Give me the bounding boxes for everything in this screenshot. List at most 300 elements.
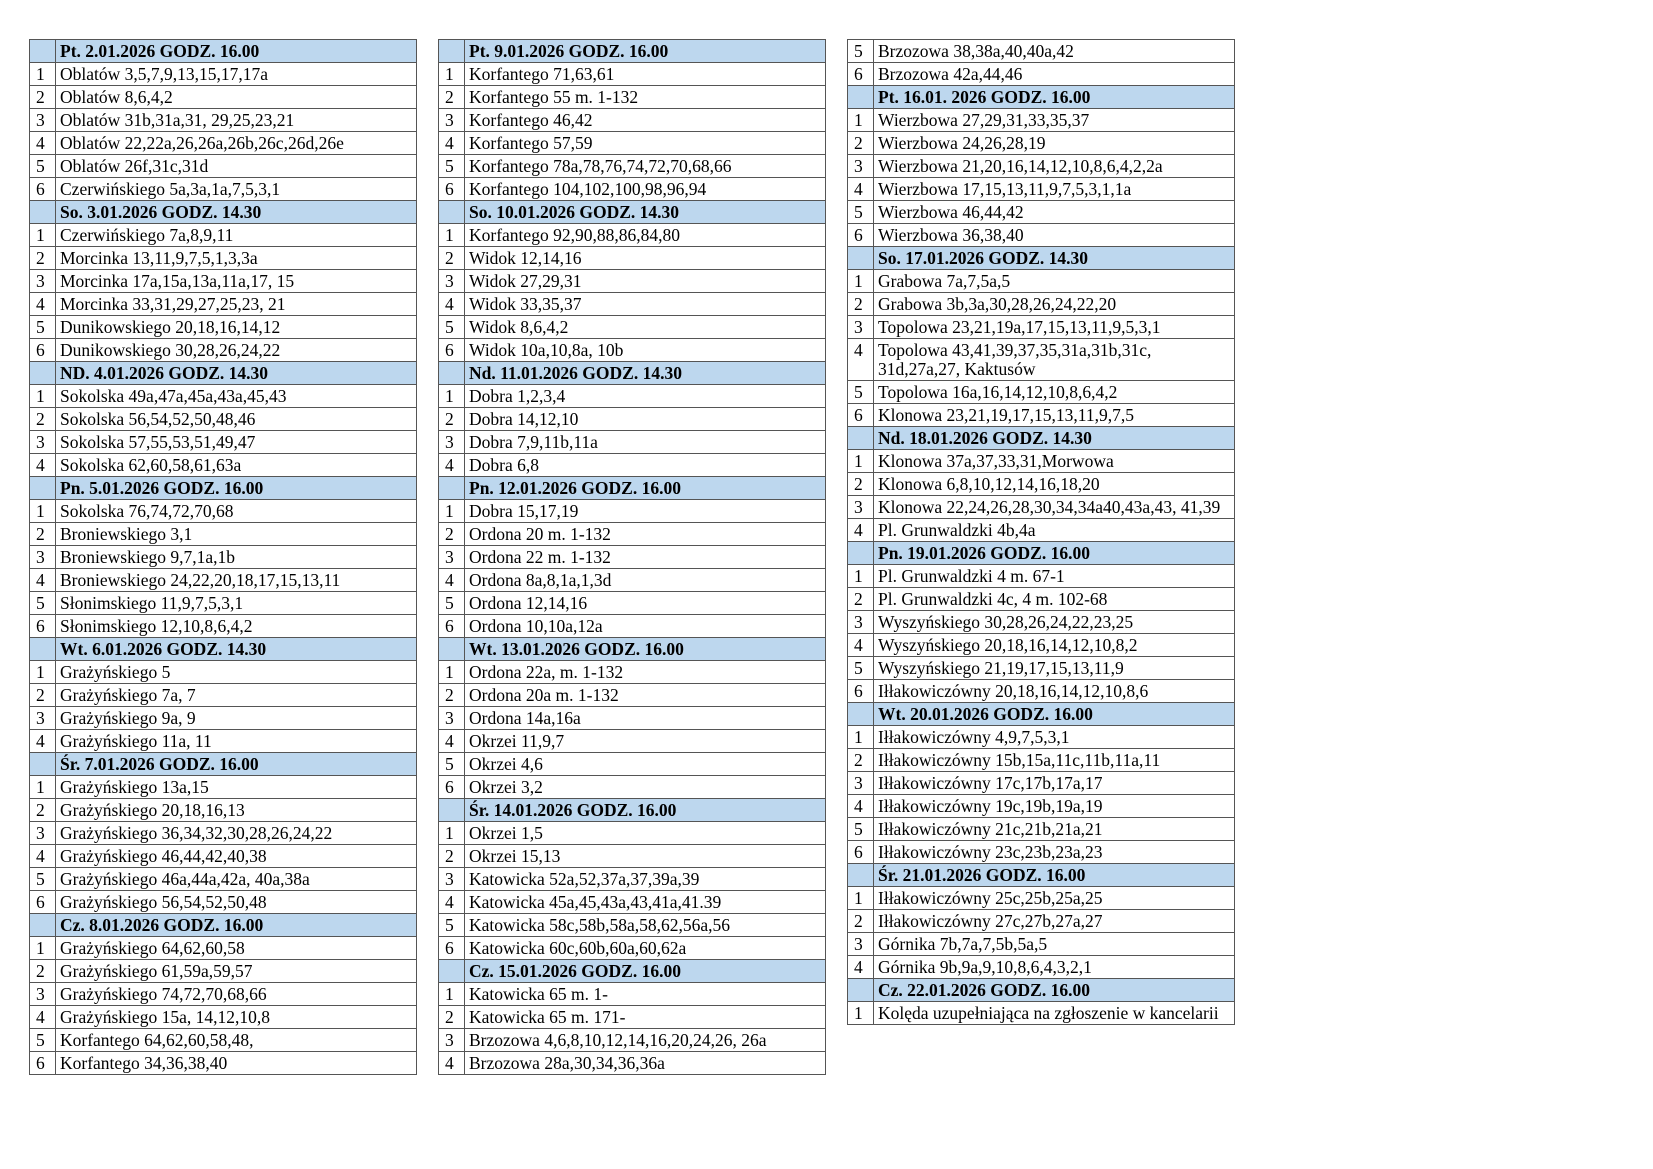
row-number: 1 — [439, 500, 465, 523]
row-number: 5 — [439, 914, 465, 937]
row-number: 1 — [30, 661, 56, 684]
row-number: 2 — [848, 473, 874, 496]
day-header-blank-cell — [439, 201, 465, 224]
row-number: 5 — [439, 316, 465, 339]
table-row — [30, 293, 417, 316]
address-cell: Widok 27,29,31 — [465, 270, 826, 293]
row-number: 3 — [30, 707, 56, 730]
table-row — [439, 707, 826, 730]
table-row — [30, 684, 417, 707]
table-row — [30, 316, 417, 339]
table-row — [439, 385, 826, 408]
address-cell: Czerwińskiego 7a,8,9,11 — [56, 224, 417, 247]
address-cell: Brzozowa 4,6,8,10,12,14,16,20,24,26, 26a — [465, 1029, 826, 1052]
row-number: 2 — [439, 408, 465, 431]
row-number: 5 — [439, 155, 465, 178]
address-cell: Oblatów 8,6,4,2 — [56, 86, 417, 109]
table-row — [848, 726, 1235, 749]
row-number: 6 — [848, 841, 874, 864]
row-number: 5 — [30, 868, 56, 891]
row-number: 2 — [848, 910, 874, 933]
row-number: 6 — [848, 680, 874, 703]
row-number: 2 — [30, 86, 56, 109]
row-number: 3 — [439, 707, 465, 730]
row-number: 5 — [30, 592, 56, 615]
day-header-blank-cell — [848, 864, 874, 887]
day-header: Wt. 6.01.2026 GODZ. 14.30 — [56, 638, 417, 661]
address-cell: Widok 12,14,16 — [465, 247, 826, 270]
day-header: Pn. 5.01.2026 GODZ. 16.00 — [56, 477, 417, 500]
row-number: 5 — [848, 201, 874, 224]
row-number: 4 — [439, 1052, 465, 1075]
table-row — [439, 247, 826, 270]
row-number: 4 — [848, 956, 874, 979]
address-cell: Okrzei 4,6 — [465, 753, 826, 776]
address-cell: Iłłakowiczówny 4,9,7,5,3,1 — [874, 726, 1235, 749]
row-number: 4 — [439, 730, 465, 753]
table-row — [848, 1002, 1235, 1025]
row-number: 6 — [30, 615, 56, 638]
address-cell: Katowicka 60c,60b,60a,60,62a — [465, 937, 826, 960]
day-header-row — [848, 247, 1235, 270]
table-row — [30, 960, 417, 983]
day-header-row — [848, 427, 1235, 450]
row-number: 1 — [848, 1002, 874, 1025]
table-row — [439, 937, 826, 960]
table-row — [439, 615, 826, 638]
address-cell: Katowicka 65 m. 171- — [465, 1006, 826, 1029]
table-row — [30, 247, 417, 270]
row-number: 6 — [439, 615, 465, 638]
day-header-blank-cell — [30, 914, 56, 937]
address-cell: Widok 10a,10,8a, 10b — [465, 339, 826, 362]
address-cell: Grażyńskiego 56,54,52,50,48 — [56, 891, 417, 914]
row-number: 1 — [848, 109, 874, 132]
day-header-blank-cell — [439, 799, 465, 822]
day-header: Pt. 2.01.2026 GODZ. 16.00 — [56, 40, 417, 63]
address-cell: Grażyńskiego 46,44,42,40,38 — [56, 845, 417, 868]
row-number: 4 — [848, 634, 874, 657]
address-cell: Ordona 14a,16a — [465, 707, 826, 730]
schedule-table — [438, 39, 826, 1075]
row-number: 6 — [439, 937, 465, 960]
row-number: 2 — [439, 247, 465, 270]
address-cell: Górnika 9b,9a,9,10,8,6,4,3,2,1 — [874, 956, 1235, 979]
day-header-blank-cell — [439, 477, 465, 500]
row-number: 5 — [30, 1029, 56, 1052]
table-row — [848, 450, 1235, 473]
address-cell: Ordona 10,10a,12a — [465, 615, 826, 638]
table-row — [848, 910, 1235, 933]
address-cell: Ordona 12,14,16 — [465, 592, 826, 615]
row-number: 1 — [30, 500, 56, 523]
day-header-row — [439, 477, 826, 500]
day-header-row — [848, 542, 1235, 565]
table-row — [848, 63, 1235, 86]
row-number: 2 — [30, 247, 56, 270]
day-header: So. 3.01.2026 GODZ. 14.30 — [56, 201, 417, 224]
address-cell: Sokolska 49a,47a,45a,43a,45,43 — [56, 385, 417, 408]
day-header-blank-cell — [30, 40, 56, 63]
table-row — [30, 822, 417, 845]
address-cell: Dobra 7,9,11b,11a — [465, 431, 826, 454]
table-row — [30, 385, 417, 408]
row-number: 3 — [30, 546, 56, 569]
row-number: 4 — [30, 845, 56, 868]
day-header-row — [30, 40, 417, 63]
row-number: 3 — [30, 822, 56, 845]
table-row — [439, 339, 826, 362]
day-header-row — [848, 979, 1235, 1002]
address-cell: Wierzbowa 46,44,42 — [874, 201, 1235, 224]
address-cell: Topolowa 43,41,39,37,35,31a,31b,31c, 31d,27a,27, Kaktusów — [874, 339, 1235, 381]
address-cell: Ordona 20 m. 1-132 — [465, 523, 826, 546]
row-number: 4 — [30, 1006, 56, 1029]
table-row — [439, 776, 826, 799]
table-row — [439, 155, 826, 178]
address-cell: Pl. Grunwaldzki 4 m. 67-1 — [874, 565, 1235, 588]
row-number: 4 — [30, 293, 56, 316]
row-number: 6 — [848, 224, 874, 247]
day-header: Nd. 18.01.2026 GODZ. 14.30 — [874, 427, 1235, 450]
address-cell: Grażyńskiego 64,62,60,58 — [56, 937, 417, 960]
row-number: 1 — [439, 224, 465, 247]
table-row — [30, 845, 417, 868]
address-cell: Grażyńskiego 61,59a,59,57 — [56, 960, 417, 983]
row-number: 6 — [848, 404, 874, 427]
address-cell: Korfantego 57,59 — [465, 132, 826, 155]
day-header-row — [30, 638, 417, 661]
address-cell: Wierzbowa 24,26,28,19 — [874, 132, 1235, 155]
address-cell: Iłłakowiczówny 23c,23b,23a,23 — [874, 841, 1235, 864]
address-cell: Morcinka 33,31,29,27,25,23, 21 — [56, 293, 417, 316]
row-number: 1 — [439, 661, 465, 684]
day-header-row — [439, 638, 826, 661]
table-row — [848, 270, 1235, 293]
table-row — [848, 316, 1235, 339]
address-cell: Katowicka 52a,52,37a,37,39a,39 — [465, 868, 826, 891]
row-number: 3 — [30, 431, 56, 454]
table-row — [439, 753, 826, 776]
address-cell: Korfantego 46,42 — [465, 109, 826, 132]
table-row — [30, 454, 417, 477]
row-number: 4 — [439, 891, 465, 914]
table-row — [439, 178, 826, 201]
row-number: 2 — [30, 523, 56, 546]
day-header: Wt. 20.01.2026 GODZ. 16.00 — [874, 703, 1235, 726]
address-cell: Sokolska 56,54,52,50,48,46 — [56, 408, 417, 431]
schedule-column-3 — [847, 39, 1235, 1025]
table-row — [30, 86, 417, 109]
address-cell: Grażyńskiego 11a, 11 — [56, 730, 417, 753]
table-row — [30, 868, 417, 891]
day-header-row — [439, 40, 826, 63]
row-number: 2 — [439, 523, 465, 546]
row-number: 4 — [439, 454, 465, 477]
address-cell: Wierzbowa 17,15,13,11,9,7,5,3,1,1a — [874, 178, 1235, 201]
row-number: 3 — [848, 772, 874, 795]
table-row — [30, 776, 417, 799]
table-row — [439, 316, 826, 339]
row-number: 1 — [30, 776, 56, 799]
day-header: ND. 4.01.2026 GODZ. 14.30 — [56, 362, 417, 385]
table-row — [848, 339, 1235, 381]
day-header: Pt. 9.01.2026 GODZ. 16.00 — [465, 40, 826, 63]
day-header-blank-cell — [30, 477, 56, 500]
table-row — [30, 937, 417, 960]
address-cell: Ordona 22 m. 1-132 — [465, 546, 826, 569]
day-header-blank-cell — [848, 247, 874, 270]
table-row — [30, 569, 417, 592]
table-row — [30, 730, 417, 753]
address-cell: Dobra 14,12,10 — [465, 408, 826, 431]
table-row — [439, 523, 826, 546]
address-cell: Broniewskiego 3,1 — [56, 523, 417, 546]
address-cell: Widok 33,35,37 — [465, 293, 826, 316]
address-cell: Grażyńskiego 36,34,32,30,28,26,24,22 — [56, 822, 417, 845]
row-number: 6 — [439, 776, 465, 799]
row-number: 1 — [848, 450, 874, 473]
day-header-blank-cell — [30, 362, 56, 385]
address-cell: Korfantego 78a,78,76,74,72,70,68,66 — [465, 155, 826, 178]
table-row — [848, 519, 1235, 542]
day-header: Nd. 11.01.2026 GODZ. 14.30 — [465, 362, 826, 385]
row-number: 5 — [848, 381, 874, 404]
row-number: 5 — [439, 592, 465, 615]
row-number: 6 — [848, 63, 874, 86]
table-row — [30, 132, 417, 155]
address-cell: Oblatów 31b,31a,31, 29,25,23,21 — [56, 109, 417, 132]
address-cell: Grażyńskiego 13a,15 — [56, 776, 417, 799]
table-row — [439, 983, 826, 1006]
row-number: 6 — [30, 339, 56, 362]
row-number: 1 — [439, 822, 465, 845]
day-header: Cz. 8.01.2026 GODZ. 16.00 — [56, 914, 417, 937]
table-row — [439, 454, 826, 477]
address-cell: Katowicka 58c,58b,58a,58,62,56a,56 — [465, 914, 826, 937]
address-cell: Iłłakowiczówny 15b,15a,11c,11b,11a,11 — [874, 749, 1235, 772]
table-row — [30, 431, 417, 454]
row-number: 1 — [30, 937, 56, 960]
table-row — [848, 611, 1235, 634]
row-number: 1 — [30, 385, 56, 408]
row-number: 1 — [848, 887, 874, 910]
address-cell: Iłłakowiczówny 21c,21b,21a,21 — [874, 818, 1235, 841]
address-cell: Widok 8,6,4,2 — [465, 316, 826, 339]
address-cell: Korfantego 104,102,100,98,96,94 — [465, 178, 826, 201]
day-header-row — [848, 864, 1235, 887]
table-row — [439, 822, 826, 845]
day-header-row — [439, 799, 826, 822]
row-number: 3 — [439, 546, 465, 569]
address-cell: Klonowa 22,24,26,28,30,34,34a40,43a,43, 41,39 — [874, 496, 1235, 519]
address-cell: Dunikowskiego 30,28,26,24,22 — [56, 339, 417, 362]
row-number: 2 — [848, 132, 874, 155]
address-cell: Grabowa 3b,3a,30,28,26,24,22,20 — [874, 293, 1235, 316]
row-number: 2 — [439, 1006, 465, 1029]
table-row — [30, 891, 417, 914]
row-number: 2 — [439, 86, 465, 109]
row-number: 1 — [439, 983, 465, 1006]
address-cell: Grażyńskiego 74,72,70,68,66 — [56, 983, 417, 1006]
table-row — [848, 634, 1235, 657]
address-cell: Okrzei 11,9,7 — [465, 730, 826, 753]
row-number: 4 — [848, 339, 874, 381]
address-cell: Topolowa 16a,16,14,12,10,8,6,4,2 — [874, 381, 1235, 404]
table-row — [30, 615, 417, 638]
row-number: 6 — [439, 339, 465, 362]
table-row — [439, 63, 826, 86]
address-cell: Ordona 8a,8,1a,1,3d — [465, 569, 826, 592]
row-number: 6 — [30, 1052, 56, 1075]
address-cell: Grabowa 7a,7,5a,5 — [874, 270, 1235, 293]
day-header-row — [30, 477, 417, 500]
address-cell: Grażyńskiego 9a, 9 — [56, 707, 417, 730]
address-cell: Słonimskiego 12,10,8,6,4,2 — [56, 615, 417, 638]
row-number: 6 — [30, 891, 56, 914]
address-cell: Klonowa 6,8,10,12,14,16,18,20 — [874, 473, 1235, 496]
address-cell: Iłłakowiczówny 19c,19b,19a,19 — [874, 795, 1235, 818]
row-number: 3 — [439, 1029, 465, 1052]
address-cell: Katowicka 45a,45,43a,43,41a,41.39 — [465, 891, 826, 914]
table-row — [439, 408, 826, 431]
table-row — [30, 523, 417, 546]
day-header-row — [30, 914, 417, 937]
day-header-blank-cell — [848, 542, 874, 565]
table-row — [848, 178, 1235, 201]
row-number: 2 — [439, 684, 465, 707]
day-header-blank-cell — [439, 40, 465, 63]
address-cell: Klonowa 37a,37,33,31,Morwowa — [874, 450, 1235, 473]
row-number: 4 — [848, 178, 874, 201]
table-row — [30, 339, 417, 362]
table-row — [30, 63, 417, 86]
address-cell: Iłłakowiczówny 17c,17b,17a,17 — [874, 772, 1235, 795]
table-row — [439, 845, 826, 868]
address-cell: Katowicka 65 m. 1- — [465, 983, 826, 1006]
address-cell: Korfantego 34,36,38,40 — [56, 1052, 417, 1075]
table-row — [439, 500, 826, 523]
day-header-row — [848, 86, 1235, 109]
day-header-blank-cell — [848, 427, 874, 450]
day-header-row — [439, 960, 826, 983]
table-row — [439, 86, 826, 109]
table-row — [30, 546, 417, 569]
row-number: 3 — [439, 431, 465, 454]
row-number: 4 — [848, 519, 874, 542]
table-row — [439, 684, 826, 707]
day-header-row — [30, 201, 417, 224]
table-row — [848, 496, 1235, 519]
row-number: 5 — [30, 155, 56, 178]
table-row — [439, 592, 826, 615]
schedule-column-2 — [438, 39, 826, 1075]
address-cell: Dobra 6,8 — [465, 454, 826, 477]
row-number: 4 — [30, 132, 56, 155]
table-row — [848, 841, 1235, 864]
table-row — [848, 404, 1235, 427]
address-cell: Słonimskiego 11,9,7,5,3,1 — [56, 592, 417, 615]
row-number: 2 — [30, 684, 56, 707]
table-row — [30, 1029, 417, 1052]
table-row — [848, 933, 1235, 956]
address-cell: Wierzbowa 36,38,40 — [874, 224, 1235, 247]
row-number: 4 — [439, 293, 465, 316]
table-row — [848, 109, 1235, 132]
table-row — [848, 956, 1235, 979]
table-row — [439, 270, 826, 293]
address-cell: Grażyńskiego 7a, 7 — [56, 684, 417, 707]
table-row — [30, 1006, 417, 1029]
row-number: 3 — [848, 611, 874, 634]
row-number: 5 — [848, 40, 874, 63]
table-row — [439, 431, 826, 454]
table-row — [848, 381, 1235, 404]
address-cell: Broniewskiego 9,7,1a,1b — [56, 546, 417, 569]
row-number: 4 — [30, 730, 56, 753]
table-row — [848, 749, 1235, 772]
table-row — [30, 707, 417, 730]
row-number: 1 — [30, 224, 56, 247]
day-header: Wt. 13.01.2026 GODZ. 16.00 — [465, 638, 826, 661]
row-number: 4 — [30, 569, 56, 592]
row-number: 3 — [848, 316, 874, 339]
day-header-blank-cell — [439, 638, 465, 661]
row-number: 1 — [439, 63, 465, 86]
row-number: 3 — [30, 109, 56, 132]
table-row — [439, 661, 826, 684]
address-cell: Pl. Grunwaldzki 4c, 4 m. 102-68 — [874, 588, 1235, 611]
row-number: 1 — [848, 726, 874, 749]
row-number: 3 — [848, 496, 874, 519]
address-cell: Ordona 22a, m. 1-132 — [465, 661, 826, 684]
row-number: 6 — [30, 178, 56, 201]
table-row — [439, 224, 826, 247]
day-header-row — [439, 201, 826, 224]
day-header: Śr. 7.01.2026 GODZ. 16.00 — [56, 753, 417, 776]
table-row — [439, 569, 826, 592]
row-number: 3 — [439, 868, 465, 891]
address-cell: Klonowa 23,21,19,17,15,13,11,9,7,5 — [874, 404, 1235, 427]
row-number: 3 — [30, 270, 56, 293]
row-number: 2 — [30, 799, 56, 822]
table-row — [439, 1052, 826, 1075]
row-number: 2 — [30, 960, 56, 983]
table-row — [848, 657, 1235, 680]
day-header: So. 17.01.2026 GODZ. 14.30 — [874, 247, 1235, 270]
row-number: 5 — [439, 753, 465, 776]
row-number: 3 — [848, 155, 874, 178]
address-cell: Brzozowa 42a,44,46 — [874, 63, 1235, 86]
row-number: 6 — [439, 178, 465, 201]
day-header-blank-cell — [30, 638, 56, 661]
address-cell: Brzozowa 28a,30,34,36,36a — [465, 1052, 826, 1075]
address-cell: Sokolska 76,74,72,70,68 — [56, 500, 417, 523]
table-row — [30, 109, 417, 132]
day-header-blank-cell — [439, 960, 465, 983]
address-cell: Wierzbowa 21,20,16,14,12,10,8,6,4,2,2a — [874, 155, 1235, 178]
address-cell: Iłłakowiczówny 27c,27b,27a,27 — [874, 910, 1235, 933]
table-row — [848, 795, 1235, 818]
table-row — [848, 588, 1235, 611]
table-row — [848, 680, 1235, 703]
row-number: 4 — [439, 569, 465, 592]
address-cell: Oblatów 22,22a,26,26a,26b,26c,26d,26e — [56, 132, 417, 155]
schedule-table — [29, 39, 417, 1075]
address-cell: Korfantego 92,90,88,86,84,80 — [465, 224, 826, 247]
row-number: 2 — [848, 749, 874, 772]
table-row — [848, 201, 1235, 224]
